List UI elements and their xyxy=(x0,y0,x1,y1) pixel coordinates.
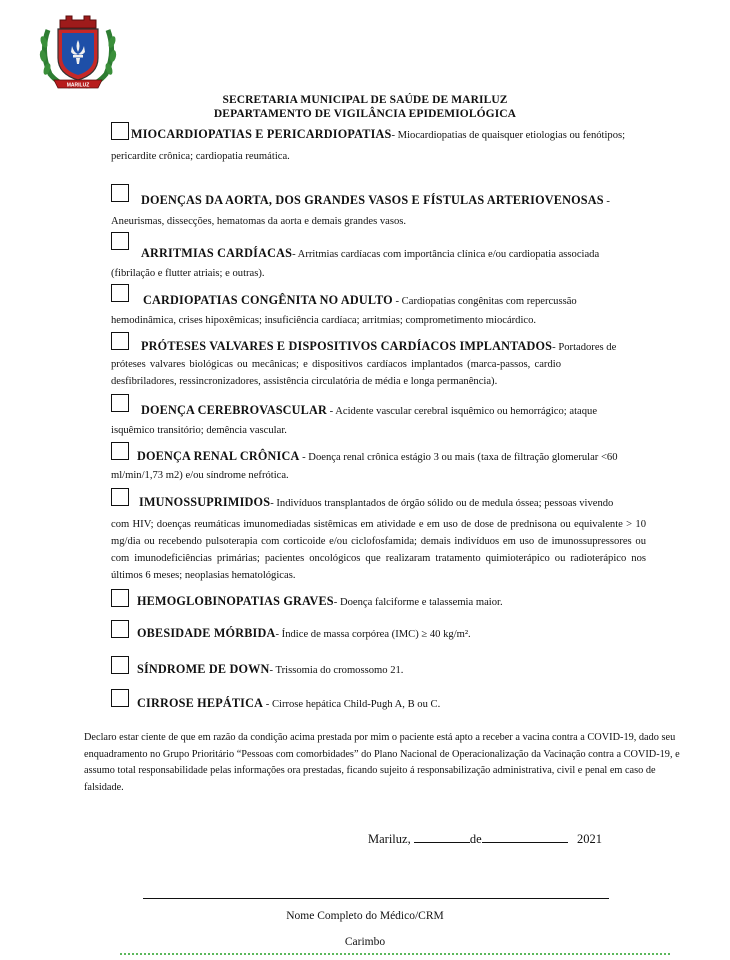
item-title: OBESIDADE MÓRBIDA xyxy=(137,626,276,640)
item-title: SÍNDROME DE DOWN xyxy=(137,662,270,676)
municipal-crest-icon xyxy=(38,12,118,94)
item-description: - Trissomia do cromossomo 21. xyxy=(269,665,404,676)
checkbox[interactable] xyxy=(111,232,129,250)
item-description: - Indivíduos transplantados de órgão sólido ou de medula óssea; pessoas vivendo xyxy=(270,498,614,509)
checkbox[interactable] xyxy=(111,332,129,350)
signature-label: Nome Completo do Médico/CRM xyxy=(286,910,444,922)
checkbox[interactable] xyxy=(111,394,129,412)
item-description: - Doença renal crônica estágio 3 ou mais (taxa de filtração glomerular <60 xyxy=(299,452,618,463)
item-title: IMUNOSSUPRIMIDOS xyxy=(139,495,271,509)
checkbox[interactable] xyxy=(111,122,129,140)
item-description-continued: hemodinâmica, crises hipoxêmicas; insuficiência cardíaca; arritmias; comprometimento miocárdico. xyxy=(111,315,537,326)
item-description: - Cardiopatias congênitas com repercussão xyxy=(392,296,577,307)
checkbox[interactable] xyxy=(111,620,129,638)
item-description-continued: (fibrilação e flutter atriais; e outras). xyxy=(111,268,265,279)
item-description: - Acidente vascular cerebral isquêmico ou hemorrágico; ataque xyxy=(327,406,598,417)
checkbox[interactable] xyxy=(111,284,129,302)
item-description: - Miocardiopatias de quaisquer etiologias ou fenótipos; xyxy=(391,130,626,141)
declaration-paragraph: Declaro estar ciente de que em razão da condição acima prestada por mim o paciente está apto a receber a vacina contra a COVID-19, dado seu enquadramento no Grupo Prioritário “Pessoas com comorbidades” do Plano Nacional de Operacionalização da Vacinação contra a COVID-19, e assumo total responsabilidade pelas informações ora prestadas, ficando sujeito á responsabilização administrativa, civil e penal em caso de falsidade. xyxy=(84,732,680,793)
checkbox[interactable] xyxy=(111,488,129,506)
city-name: Mariluz, xyxy=(368,832,411,846)
item-title: HEMOGLOBINOPATIAS GRAVES xyxy=(137,594,334,608)
item-description-continued: Aneurismas, dissecções, hematomas da aorta e demais grandes vasos. xyxy=(111,216,407,227)
item-description: - Portadores de xyxy=(552,342,617,353)
item-title: MIOCARDIOPATIAS E PERICARDIOPATIAS xyxy=(131,127,392,141)
item-title: PRÓTESES VALVARES E DISPOSITIVOS CARDÍACOS IMPLANTADOS xyxy=(141,339,553,353)
header-subtitle: DEPARTAMENTO DE VIGILÂNCIA EPIDEMIOLÓGICA xyxy=(213,108,517,120)
checkbox[interactable] xyxy=(111,442,129,460)
item-description-continued: isquêmico transitório; demência vascular. xyxy=(111,425,287,436)
item-title: DOENÇA CEREBROVASCULAR xyxy=(141,403,328,417)
date-de-text: de xyxy=(469,832,482,846)
checkbox[interactable] xyxy=(111,184,129,202)
header-title: SECRETARIA MUNICIPAL DE SAÚDE DE MARILUZ xyxy=(222,94,508,106)
month-blank[interactable] xyxy=(482,830,568,843)
item-description-continued: ml/min/1,73 m2) e/ou síndrome nefrótica. xyxy=(111,470,289,481)
item-description: - Índice de massa corpórea (IMC) ≥ 40 kg/m². xyxy=(275,629,471,640)
item-description: - Arritmias cardíacas com importância clínica e/ou cardiopatia associada xyxy=(292,249,600,260)
divider xyxy=(120,953,670,955)
crest-ribbon-text: MARILUZ xyxy=(66,82,90,89)
checkbox[interactable] xyxy=(111,656,129,674)
day-blank[interactable] xyxy=(414,830,470,843)
item-title: CARDIOPATIAS CONGÊNITA NO ADULTO xyxy=(143,293,393,307)
item-title: CIRROSE HEPÁTICA xyxy=(137,696,264,710)
item-description: - Doença falciforme e talassemia maior. xyxy=(333,597,503,608)
year-text: 2021 xyxy=(577,832,603,846)
item-title: ARRITMIAS CARDÍACAS xyxy=(141,246,293,260)
checkbox[interactable] xyxy=(111,589,129,607)
date-line xyxy=(368,830,602,847)
checkbox[interactable] xyxy=(111,689,129,707)
item-description: - Cirrose hepática Child-Pugh A, B ou C. xyxy=(263,699,441,710)
stamp-label: Carimbo xyxy=(344,936,386,948)
item-description: - xyxy=(603,196,610,207)
item-description-continued: com HIV; doenças reumáticas imunomediadas sistêmicas em atividade e em uso de dose de prednisona ou equivalente > 10 mg/dia ou recebendo pulsoterapia com corticoide e/ou ciclofosfamida; demais indivíduos em uso de imunossupressores ou com imunodeficiências primárias; pacientes oncológicos que realizaram tratamento quimioterápico ou radioterápico nos últimos 6 meses; neoplasias hematológicas. xyxy=(111,519,646,581)
item-title: DOENÇA RENAL CRÔNICA xyxy=(137,449,300,463)
signature-line[interactable] xyxy=(143,898,609,899)
item-title: DOENÇAS DA AORTA, DOS GRANDES VASOS E FÍSTULAS ARTERIOVENOSAS xyxy=(141,193,604,207)
item-description-continued: pericardite crônica; cardiopatia reumática. xyxy=(111,151,290,162)
item-description-continued: próteses valvares biológicas ou mecânicas; e dispositivos cardíacos implantados (marca-passos, cardio desfibriladores, ressincronizadores, assistência circulatória de média e longa permanência). xyxy=(111,359,561,387)
